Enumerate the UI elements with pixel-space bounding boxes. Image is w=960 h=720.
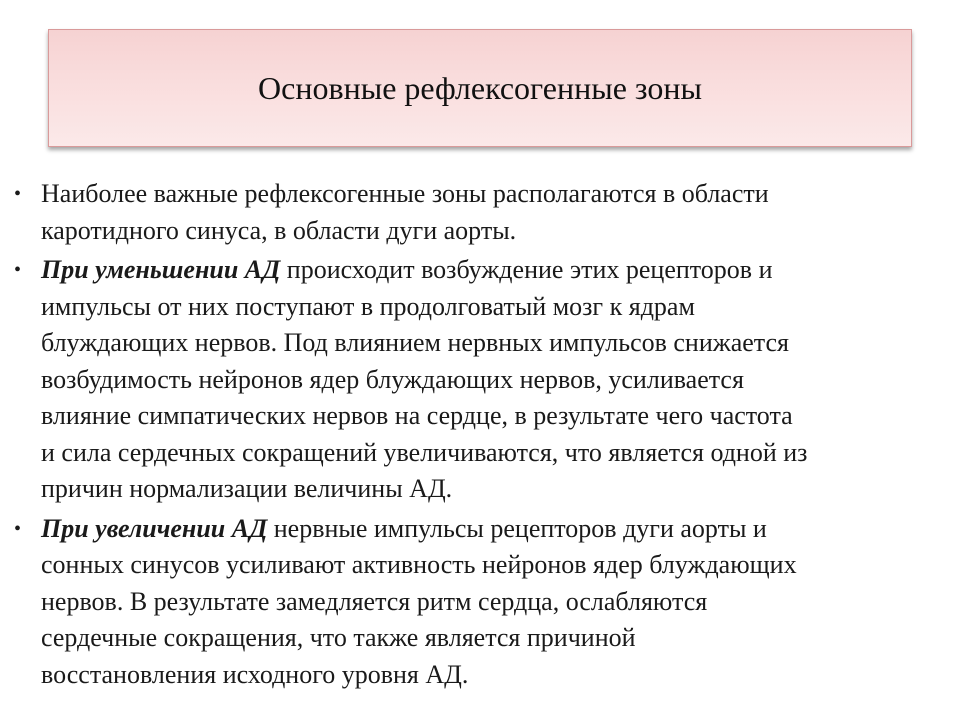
bullet-3-line-3: нервов. В результате замедляется ритм сердца, ослабляются [41,586,708,616]
bullet-item-1 [14,176,944,249]
bullet-2-line-2: импульсы от них поступают в продолговатый мозг к ядрам [41,291,695,321]
bullet-1-line-1: Наиболее важные рефлексогенные зоны располагаются в области [41,179,769,208]
bullet-icon: • [14,259,22,281]
bullet-2-line-4: возбудимость нейронов ядер блуждающих нервов, усиливается [41,364,744,394]
bullet-3-lead: При увеличении АД [41,513,268,543]
bullet-list [14,176,944,696]
bullet-icon: • [14,517,22,540]
bullet-2-lead: При уменьшении АД [41,255,281,284]
bullet-2-line-1-text: происходит возбуждение этих рецепторов и [280,255,773,284]
bullet-2-line-7: причин нормализации величины АД. [41,474,453,503]
bullet-3-line-2: сонных синусов усиливают активность нейронов ядер блуждающих [41,550,797,579]
bullet-2-line-6: и сила сердечных сокращений увеличиваются, что является одной из [41,437,808,467]
bullet-item-2 [14,252,944,508]
bullet-2-line-1 [41,252,944,289]
title-box [48,29,912,147]
bullet-3-line-4: сердечные сокращения, что также является причиной [41,623,636,652]
bullet-3-line-5: восстановления исходного уровня АД. [41,659,469,689]
bullet-1-line-2: каротидного синуса, в области дуги аорты. [41,215,517,245]
bullet-2-line-5: влияние симпатических нервов на сердце, в результате чего частота [41,401,793,430]
bullet-item-3 [14,511,944,694]
bullet-2-line-3: блуждающих нервов. Под влиянием нервных импульсов снижается [41,328,789,357]
bullet-3-line-1-text: нервные импульсы рецепторов дуги аорты и [267,513,767,543]
slide-title: Основные рефлексогенные зоны [258,70,702,106]
bullet-icon: • [14,183,22,205]
bullet-3-line-1 [41,511,944,548]
